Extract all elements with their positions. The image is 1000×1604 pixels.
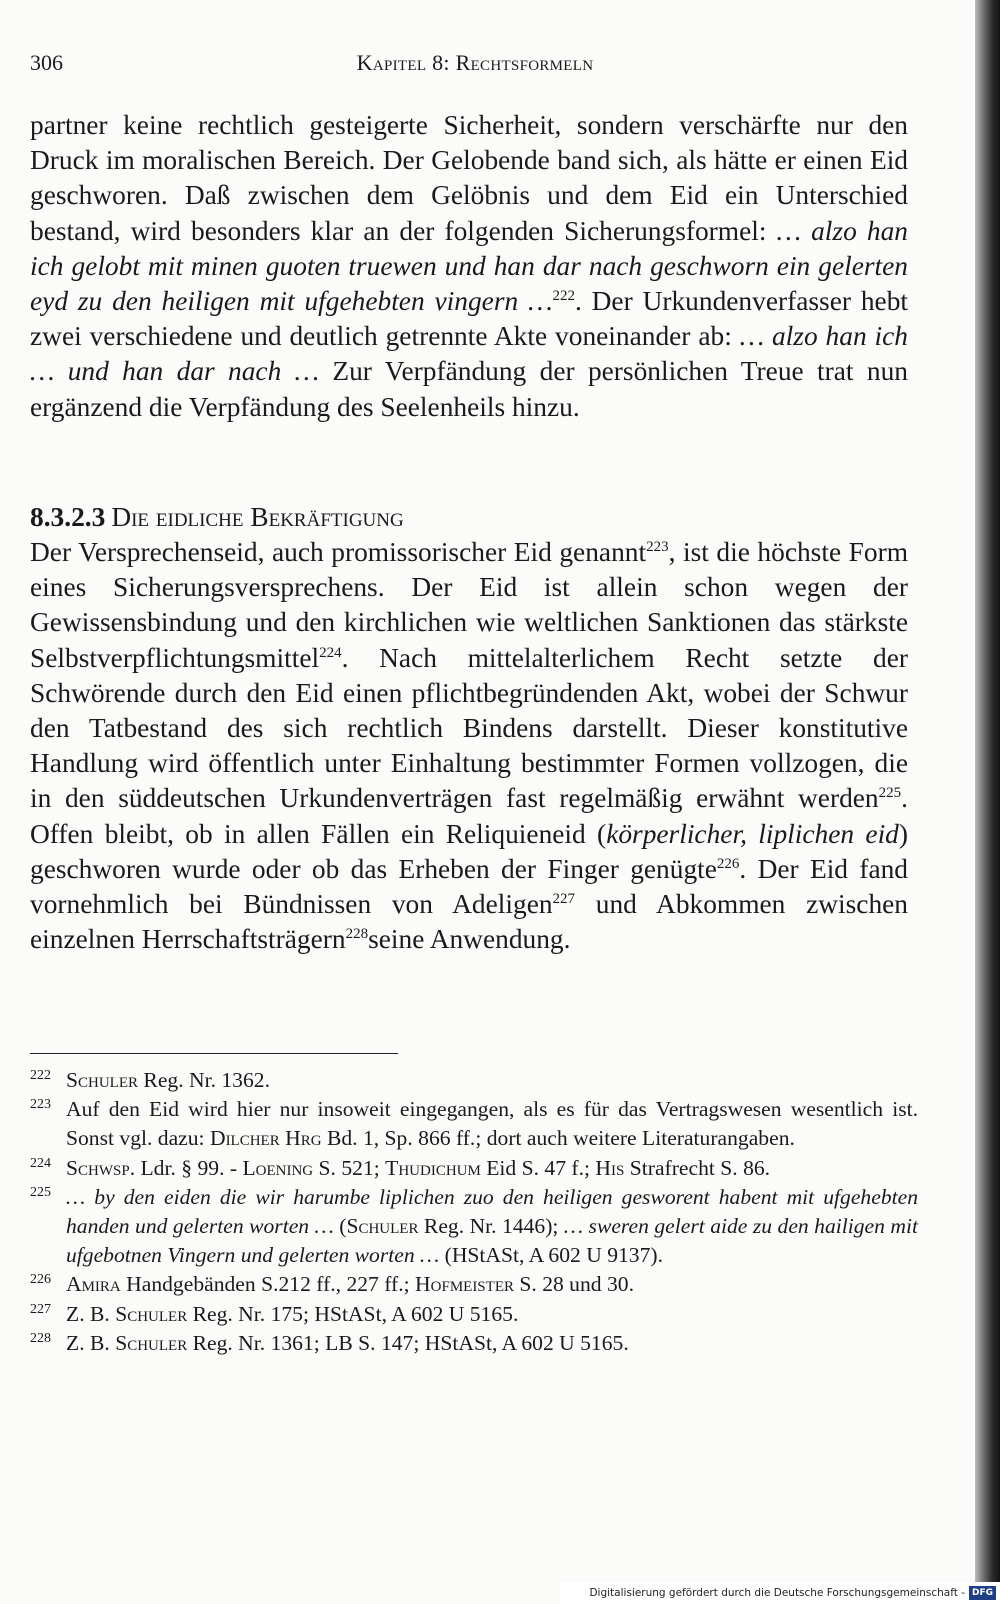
quote-formula: … alzo han ich gelobt mit minen guoten truewen und han dar nach geschworn ein gelerten eyd zu den heiligen mit ufgehebten vingern …: [30, 215, 908, 317]
footnote-ref-227[interactable]: 227: [552, 890, 576, 907]
footnote-ref-225[interactable]: 225: [878, 785, 902, 802]
section-title: Die eidliche Bekräftigung: [111, 502, 404, 532]
footnote-227: 227 Z. B. Schuler Reg. Nr. 175; HStASt, A 602 U 5165.: [30, 1301, 519, 1326]
digitization-credit: [560, 1582, 1000, 1604]
running-title: Kapitel 8: Rechtsformeln: [356, 50, 594, 75]
footnote-ref-222[interactable]: 222: [552, 287, 575, 304]
section-paragraph: Der Versprechenseid, auch promissorischer Eid genannt$^{223}$, ist die höchste Form eines Sicherungsversprechens. Der Eid ist allein schon wegen der Gewissensbindung und den kirchlichen wie weltlichen Sanktionen das stärkste Selbstverpflichtungsmittel$^{224}$. Nach mittelalterlichem Recht setzte der Schwörende durch den Eid einen pflichtbegründenden Akt, wobei der Schwur den Tatbestand des sich rechtlich Bindens darstellt. Dieser konstitutive Handlung wird öffentlich unter Einhaltung bestimmter Formen vollzogen, die in den süddeutschen Urkundenverträgen fast regelmäßig erwähnt werden$^{225}$. Offen bleibt, ob in allen Fällen ein Reliquieneid (körperlicher, liplichen eid) geschworen wurde oder ob das Erheben der Finger genügte$^{226}$. Der Eid fand vornehmlich bei Bündnissen von Adeligen$^{227}$ und Abkommen zwischen einzelnen Herrschaftsträgern$^{228}$seine Anwendung.: [30, 537, 909, 955]
quote-formula-short: … alzo han ich … und han dar nach …: [30, 321, 909, 387]
footnotes: [30, 1066, 918, 1358]
page-header: [30, 50, 920, 80]
footnote-223: 223 Auf den Eid wird hier nur insoweit eingegangen, als es für das Vertragswesen wesentlich ist. Sonst vgl. dazu: Dilcher Hrg Bd. 1, Sp. 866 ff.; dort auch weitere Literaturangaben.: [30, 1097, 918, 1151]
footnote-ref-223[interactable]: 223: [646, 538, 669, 555]
footnote-225: 225 … by den eiden die wir harumbe liplichen zuo den heiligen gesworent habent mit ufgehebten handen und gelerten worten … (Schuler Reg. Nr. 1446); … sweren gelert aide zu den hailigen mit ufgebotnen Vingern und gelerten worten … (HStASt, A 602 U 9137).: [30, 1184, 918, 1268]
footnote-228: 228 Z. B. Schuler Reg. Nr. 1361; LB S. 147; HStASt, A 602 U 5165.: [30, 1330, 629, 1355]
section-number: 8.3.2.3: [30, 502, 106, 532]
body-paragraph: [30, 108, 908, 425]
footnote-222: 222 Schuler Reg. Nr. 1362.: [30, 1068, 270, 1092]
credit-text: Digitalisierung gefördert durch die Deutsche Forschungsgemeinschaft -: [589, 1587, 965, 1599]
footnote-divider: [30, 1053, 398, 1054]
footnote-ref-228[interactable]: 228: [345, 926, 369, 943]
footnote-ref-224[interactable]: 224: [319, 644, 342, 661]
dfg-logo-icon: DFG: [969, 1586, 996, 1600]
footnote-224: 224 Schwsp. Ldr. § 99. - Loening S. 521; Thudichum Eid S. 47 f.; His Strafrecht S. 86.: [30, 1155, 771, 1180]
section-heading: [30, 500, 908, 535]
footnote-ref-226[interactable]: 226: [716, 855, 740, 872]
page-edge-shadow: [975, 0, 1000, 1604]
paragraph-1: partner keine rechtlich gesteigerte Sicherheit, sondern verschärfte nur den Druck im moralischen Bereich. Der Gelobende band sich, als hätte er einen Eid geschworen. Daß zwischen dem Gelöbnis und dem Eid ein Unterschied bestand, wird besonders klar an der folgenden Sicherungsformel: … alzo han ich gelobt mit minen guoten truewen und han dar nach geschworn ein gelerten eyd zu den heiligen mit ufgehebten vingern …$^{222}$. Der Urkundenverfasser hebt zwei verschiedene und deutlich getrennte Akte voneinander ab: … alzo han ich … und han dar nach … Zur Verpfändung der persönlichen Treue trat nun ergänzend die Verpfändung des Seelenheils hinzu.: [30, 110, 909, 422]
page-number: 306: [30, 50, 63, 75]
footnote-226: 226 Amira Handgebänden S.212 ff., 227 ff.; Hofmeister S. 28 und 30.: [30, 1272, 634, 1297]
